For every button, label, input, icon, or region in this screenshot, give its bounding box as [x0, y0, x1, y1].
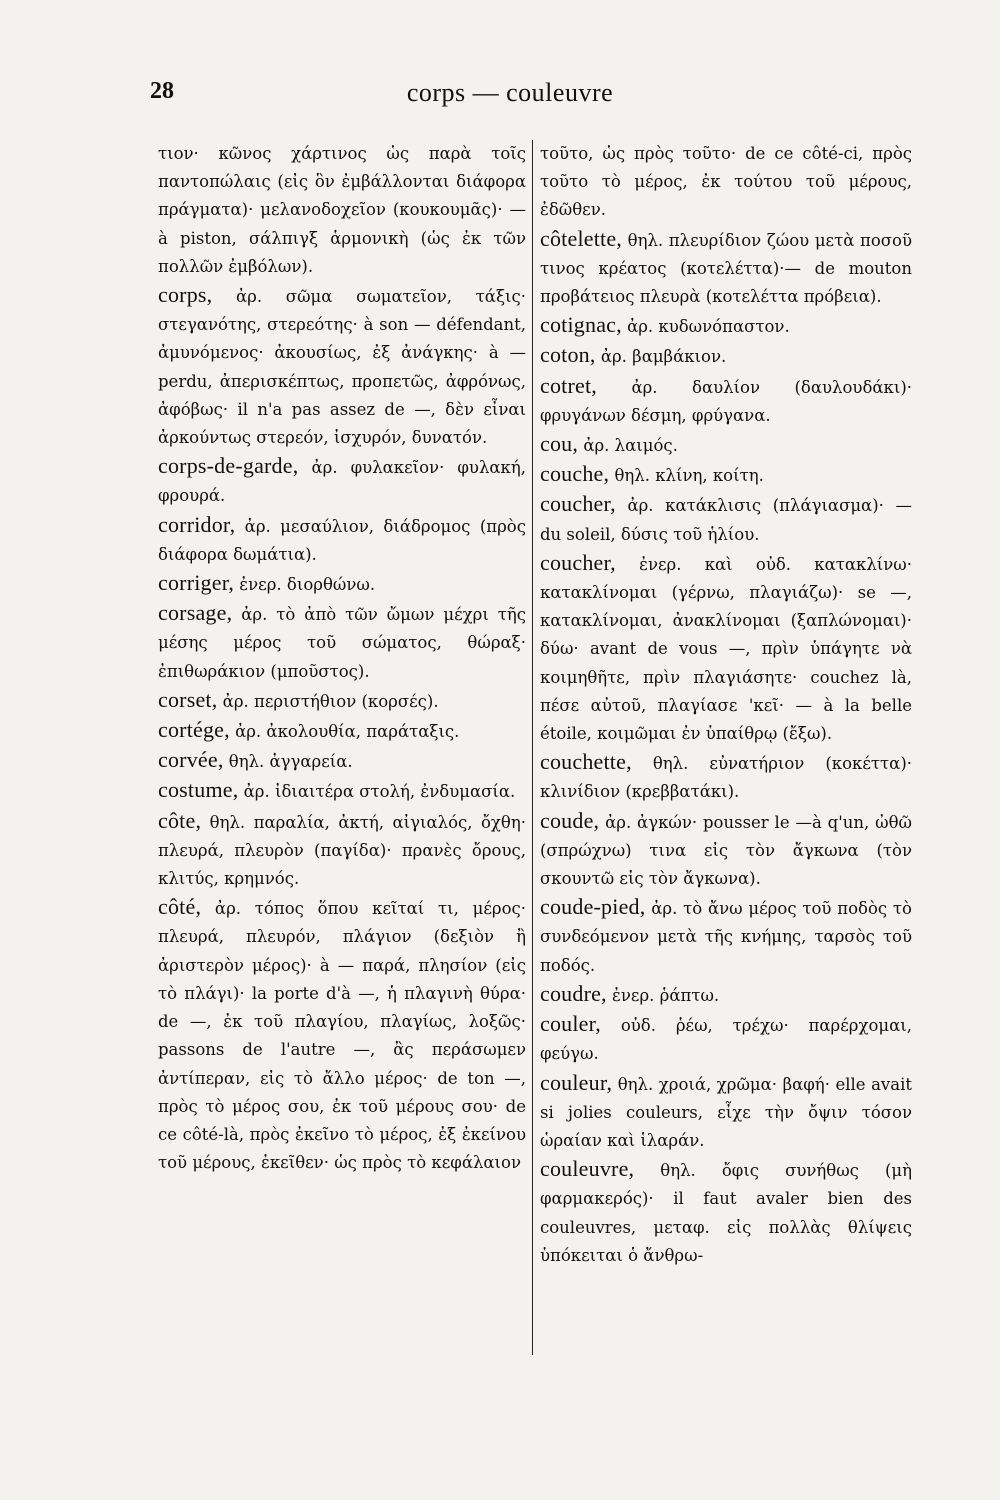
entry-text: ἐνερ. ῥάπτω. — [606, 985, 720, 1005]
dictionary-entry — [540, 893, 912, 980]
headword: coude, — [540, 807, 600, 833]
entry-text: ἀρ. τόπος ὅπου κεῖταί τι, μέρος· πλευρά, πλευρόν, πλάγιον (δεξιὸν ἢ ἀριστερὸν μέρος)· à — παρά, πλησίον (εἰς τὸ πλάγι)· la porte d'à —, ἡ πλαγινὴ θύρα· de —, ἐκ τοῦ πλαγίου, πλαγίως, λοξῶς· passons de l'autre —, ἂς περάσωμεν ἀντίπεραν, εἰς τὸ ἄλλο μέρος· de ton —, πρὸς τὸ μέρος σου, ἐκ τοῦ μέρους σου· de ce côté-là, πρὸς ἐκεῖνο τὸ μέρος, ἐξ ἐκείνου τοῦ μέρους, ἐκεῖθεν· ὡς πρὸς τὸ κεφάλαιον — [158, 899, 526, 1173]
entry-text: θηλ. παραλία, ἀκτή, αἰγιαλός, ὄχθη· πλευρά, πλευρὸν (παγίδα)· πρανὲς ὄρους, κλιτύς, κρημνός. — [158, 812, 526, 889]
dictionary-entry — [540, 748, 912, 806]
headword: corps-de-garde, — [158, 453, 299, 479]
entry-text: θηλ. κλίνη, κοίτη. — [609, 466, 764, 486]
entry-text: ἀρ. σῶμα σωματεῖον, τάξις· στεγανότης, στερεότης· à son — défendant, ἀμυνόμενος· ἀκουσίως, ἐξ ἀνάγκης· à — perdu, ἀπερισκέπτως, προπετῶς, ἀφρόνως, ἀφόβως· il n'a pas assez de —, δὲν εἶναι ἀρκούντως στερεόν, ἰσχυρόν, δυνατόν. — [158, 287, 526, 448]
entry-text: οὐδ. ῥέω, τρέχω· παρέρχομαι, φεύγω. — [540, 1016, 912, 1064]
headword: cotret, — [540, 372, 597, 398]
headword: cou, — [540, 431, 579, 457]
headword: cotignac, — [540, 312, 622, 338]
headword: corriger, — [158, 570, 235, 596]
dictionary-entry — [158, 281, 526, 452]
dictionary-entry — [158, 746, 526, 776]
dictionary-entry — [540, 372, 912, 430]
entry-text: τιον· κῶνος χάρτινος ὡς παρὰ τοῖς παντοπώλαις (εἰς ὃν ἐμβάλλονται διάφορα πράγματα)· μελανοδοχεῖον (κουκουμᾶς)· — à piston, σάλπιγξ ἁρμονικὴ (ὡς ἐκ τῶν πολλῶν ἐμβόλων). — [158, 144, 526, 276]
dictionary-entry — [540, 549, 912, 748]
dictionary-entry — [158, 716, 526, 746]
dictionary-entry — [158, 140, 526, 281]
headword: corps, — [158, 282, 213, 308]
dictionary-entry — [540, 1155, 912, 1270]
entry-text: τοῦτο, ὡς πρὸς τοῦτο· de ce côté-ci, πρὸς τοῦτο τὸ μέρος, ἐκ τούτου τοῦ μέρους, ἐδῶθεν. — [540, 144, 912, 220]
left-column — [158, 140, 526, 1360]
dictionary-entry — [158, 569, 526, 599]
running-title: corps — couleuvre — [406, 78, 614, 107]
headword: couler, — [540, 1011, 601, 1037]
headword: côté, — [158, 894, 202, 920]
dictionary-entry — [158, 511, 526, 569]
dictionary-entry — [158, 686, 526, 716]
headword: côte, — [158, 807, 202, 833]
headword: corvée, — [158, 747, 224, 773]
headword: couchette, — [540, 749, 632, 775]
entry-text: ἀρ. ἀγκών· pousser le —à q'un, ὠθῶ (σπρώχνω) τινα εἰς τὸν ἄγκωνα (τὸν σκουντῶ εἰς τὸν ἄγκωνα). — [540, 812, 912, 889]
dictionary-entry — [540, 460, 912, 490]
headword: coudre, — [540, 980, 607, 1006]
entry-text: ἀρ. φυλακεῖον· φυλακή, φρουρά. — [158, 458, 526, 506]
headword: couche, — [540, 461, 610, 487]
dictionary-entry — [540, 311, 912, 341]
entry-text: ἀρ. μεσαύλιον, διάδρομος (πρὸς διάφορα δωμάτια). — [158, 516, 526, 564]
dictionary-entry — [158, 452, 526, 510]
entry-text: ἐνερ. καὶ οὐδ. κατακλίνω· κατακλίνομαι (γέρνω, πλαγιάζω)· se —, κατακλίνομαι, ἀνακλίνομαι (ξαπλώνομαι)· δύω· avant de vous —, πρὶν ὑπάγητε νὰ κοιμηθῆτε, πρὶν πλαγιάσητε· couchez là, πέσε αὐτοῦ, πλαγίασε 'κεῖ· — à la belle étoile, κοιμῶμαι ἐν ὑπαίθρῳ (ἔξω). — [540, 554, 912, 744]
right-column — [540, 140, 912, 1360]
dictionary-entry — [158, 776, 526, 806]
entry-text: ἀρ. κατάκλισις (πλάγιασμα)· — du soleil, δύσις τοῦ ἡλίου. — [540, 496, 912, 544]
entry-text: θηλ. ἀγγαρεία. — [223, 752, 353, 772]
headword: côtelette, — [540, 225, 623, 251]
headword: coucher, — [540, 491, 616, 517]
entry-text: ἀρ. τὸ ἀπὸ τῶν ὤμων μέχρι τῆς μέσης μέρος τοῦ σώματος, θώραξ· ἐπιθωράκιον (μποῦστος). — [158, 605, 526, 681]
dictionary-entry — [540, 807, 912, 894]
entry-text: ἀρ. ἰδιαιτέρα στολή, ἐνδυμασία. — [238, 782, 516, 802]
entry-text: θηλ. πλευρίδιον ζώου μετὰ ποσοῦ τινος κρέατος (κοτελέττα)·— de mouton προβάτειος πλευρὰ (κοτελέττα πρόβεια). — [540, 230, 912, 307]
entry-text: ἀρ. ἀκολουθία, παράταξις. — [229, 722, 460, 742]
dictionary-entry — [540, 225, 912, 312]
headword: coton, — [540, 342, 596, 368]
entry-text: ἐνερ. διορθώνω. — [234, 575, 376, 595]
headword: corset, — [158, 686, 218, 712]
dictionary-entry — [540, 1069, 912, 1156]
dictionary-entry — [540, 490, 912, 548]
headword: coude-pied, — [540, 894, 646, 920]
entry-text: ἀρ. τὸ ἄνω μέρος τοῦ ποδὸς τὸ συνδεόμενον μετὰ τῆς κνήμης, ταρσὸς τοῦ ποδός. — [540, 899, 912, 975]
dictionary-entry — [540, 341, 912, 371]
dictionary-entry — [540, 1010, 912, 1068]
entry-text: ἀρ. βαμβάκιον. — [595, 347, 727, 367]
dictionary-entry — [540, 430, 912, 460]
column-divider — [532, 140, 533, 1355]
page-number: 28 — [150, 78, 174, 104]
headword: cortége, — [158, 717, 230, 743]
page-header — [150, 78, 870, 118]
headword: corridor, — [158, 511, 236, 537]
headword: coucher, — [540, 549, 616, 575]
headword: corsage, — [158, 600, 233, 626]
dictionary-entry — [540, 140, 912, 225]
entry-text: θηλ. ὄφις συνήθως (μὴ φαρμακερός)· il faut avaler bien des couleuvres, μεταφ. εἰς πολλὰς θλίψεις ὑπόκειται ὁ ἄνθρω- — [540, 1161, 912, 1265]
dictionary-entry — [158, 807, 526, 894]
dictionary-entry — [158, 893, 526, 1177]
entry-text: θηλ. εὐνατήριον (κοκέττα)· κλινίδιον (κρεββατάκι). — [540, 754, 912, 802]
headword: couleur, — [540, 1069, 613, 1095]
dictionary-entry — [158, 599, 526, 686]
headword: couleuvre, — [540, 1156, 635, 1182]
entry-text: ἀρ. δαυλίον (δαυλουδάκι)· φρυγάνων δέσμη, φρύγανα. — [540, 377, 912, 425]
dictionary-entry — [540, 980, 912, 1010]
entry-text: ἀρ. κυδωνόπαστον. — [621, 317, 790, 337]
entry-text: ἀρ. περιστήθιον (κορσές). — [217, 691, 439, 711]
entry-text: ἀρ. λαιμός. — [578, 436, 678, 456]
entry-text: θηλ. χροιά, χρῶμα· βαφή· elle avait si jolies couleurs, εἶχε τὴν ὄψιν τόσον ὡραίαν καὶ ἱλαράν. — [540, 1074, 912, 1150]
headword: costume, — [158, 777, 239, 803]
